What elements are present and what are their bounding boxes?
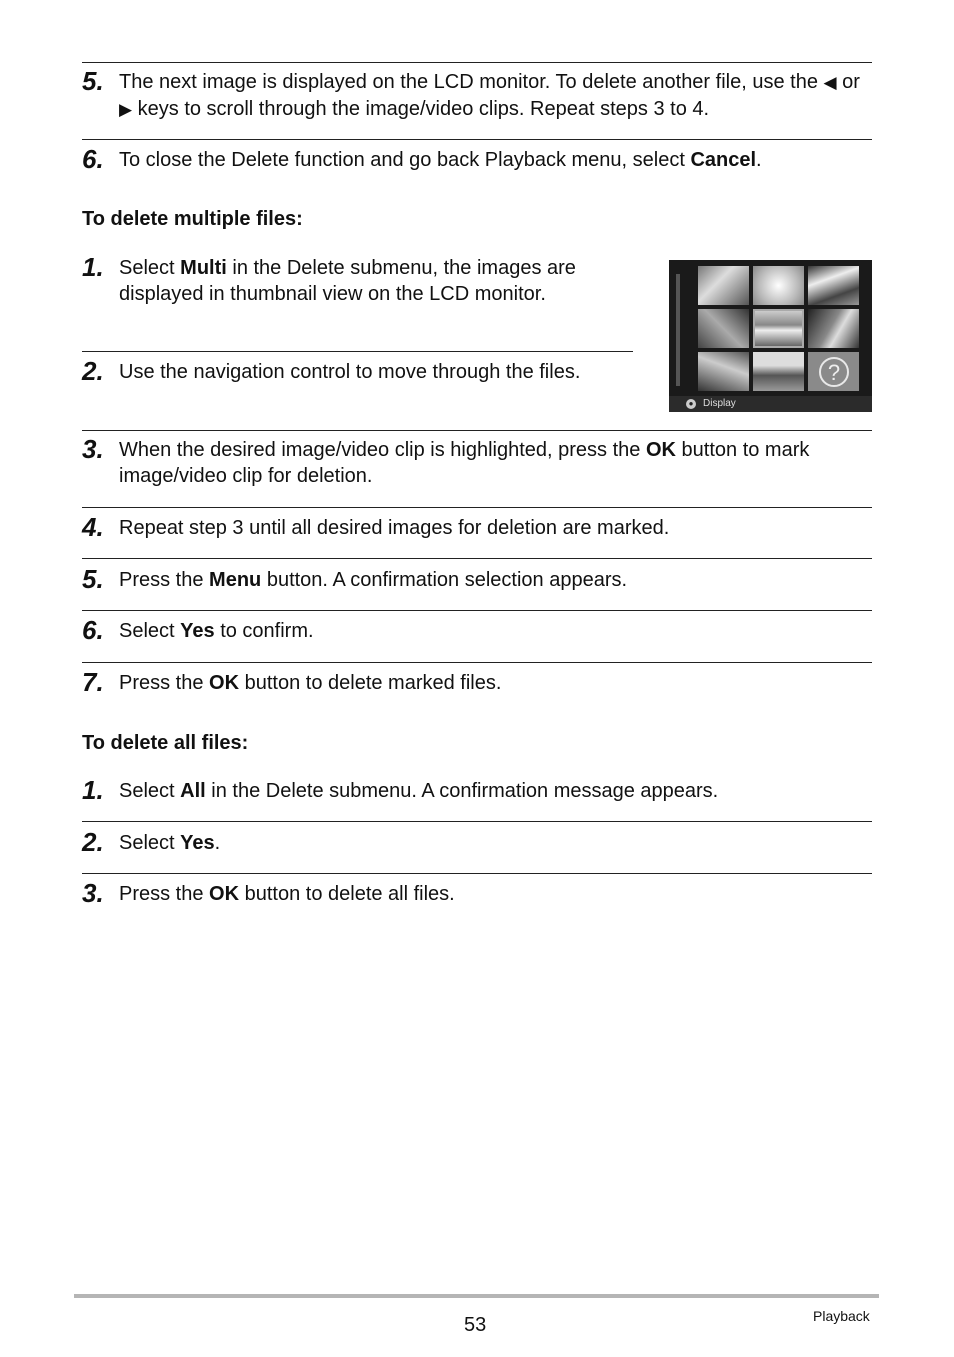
rule (82, 662, 872, 663)
rule (82, 873, 872, 874)
multi-step-5 (82, 564, 872, 594)
multi-step-6 (82, 615, 872, 645)
page-number: 53 (464, 1314, 487, 1336)
right-arrow-icon: ▶ (119, 100, 133, 119)
thumbnail-image (753, 352, 804, 391)
rule (82, 507, 872, 508)
thumbnail-image (753, 266, 804, 305)
step-6-top (82, 144, 872, 174)
step-number: 1. (82, 252, 104, 282)
step-text: Select Yes. (119, 832, 221, 854)
step-number: 6. (82, 144, 104, 174)
multi-step-1 (82, 252, 602, 307)
step-text: Press the Menu button. A confirmation selection appears. (119, 569, 628, 591)
rule (82, 430, 872, 431)
multi-step-2 (82, 356, 602, 386)
thumbnail-image (808, 266, 859, 305)
step-number: 5. (82, 564, 104, 594)
all-step-1 (82, 775, 872, 805)
step-text: Select Multi in the Delete submenu, the images are displayed in thumbnail view on the LCD monitor. (119, 257, 576, 305)
all-step-3 (82, 878, 872, 908)
lcd-thumbnail-screenshot (669, 260, 872, 412)
rule (82, 62, 872, 63)
step-number: 7. (82, 667, 104, 697)
step-text: Press the OK button to delete marked files. (119, 672, 502, 694)
thumbnail-image (808, 309, 859, 348)
step-text: Select All in the Delete submenu. A confirmation message appears. (119, 780, 719, 802)
all-step-2 (82, 827, 872, 857)
section-heading-multiple: To delete multiple files: (82, 208, 303, 230)
section-name: Playback (813, 1308, 870, 1324)
step-text: Repeat step 3 until all desired images for deletion are marked. (119, 517, 670, 539)
footer-divider (74, 1294, 879, 1298)
rule (82, 558, 872, 559)
multi-step-4 (82, 512, 872, 542)
step-text: Use the navigation control to move through the files. (119, 361, 581, 383)
multi-step-7 (82, 667, 872, 697)
step-text: Press the OK button to delete all files. (119, 883, 455, 905)
ok-button-icon: ● (686, 399, 696, 409)
step-number: 2. (82, 356, 104, 386)
thumbnail-image (698, 352, 749, 391)
step-number: 6. (82, 615, 104, 645)
step-text: When the desired image/video clip is highlighted, press the OK button to mark image/video clip for deletion. (119, 439, 810, 487)
left-arrow-icon: ◀ (823, 73, 837, 92)
step-number: 4. (82, 512, 104, 542)
step-text: Select Yes to confirm. (119, 620, 314, 642)
step-text: To close the Delete function and go back Playback menu, select Cancel. (119, 149, 762, 171)
lcd-footer-label: Display (703, 398, 736, 409)
thumbnail-image (698, 309, 749, 348)
rule (82, 351, 633, 352)
step-number: 3. (82, 878, 104, 908)
thumbnail-image-selected (753, 309, 804, 348)
rule (82, 821, 872, 822)
step-number: 2. (82, 827, 104, 857)
rule (82, 610, 872, 611)
scroll-indicator (676, 274, 680, 386)
step-number: 3. (82, 434, 104, 464)
section-heading-all: To delete all files: (82, 732, 249, 754)
help-icon: ? (819, 357, 849, 387)
rule (82, 139, 872, 140)
step-number: 5. (82, 66, 104, 96)
step-number: 1. (82, 775, 104, 805)
step-5-top (82, 66, 872, 123)
lcd-footer (669, 396, 872, 412)
step-text: The next image is displayed on the LCD monitor. To delete another file, use the ◀ or ▶ keys to scroll through the image/video clips. Repeat steps 3 to 4. (119, 71, 860, 120)
multi-step-3 (82, 434, 872, 489)
thumbnail-image (698, 266, 749, 305)
